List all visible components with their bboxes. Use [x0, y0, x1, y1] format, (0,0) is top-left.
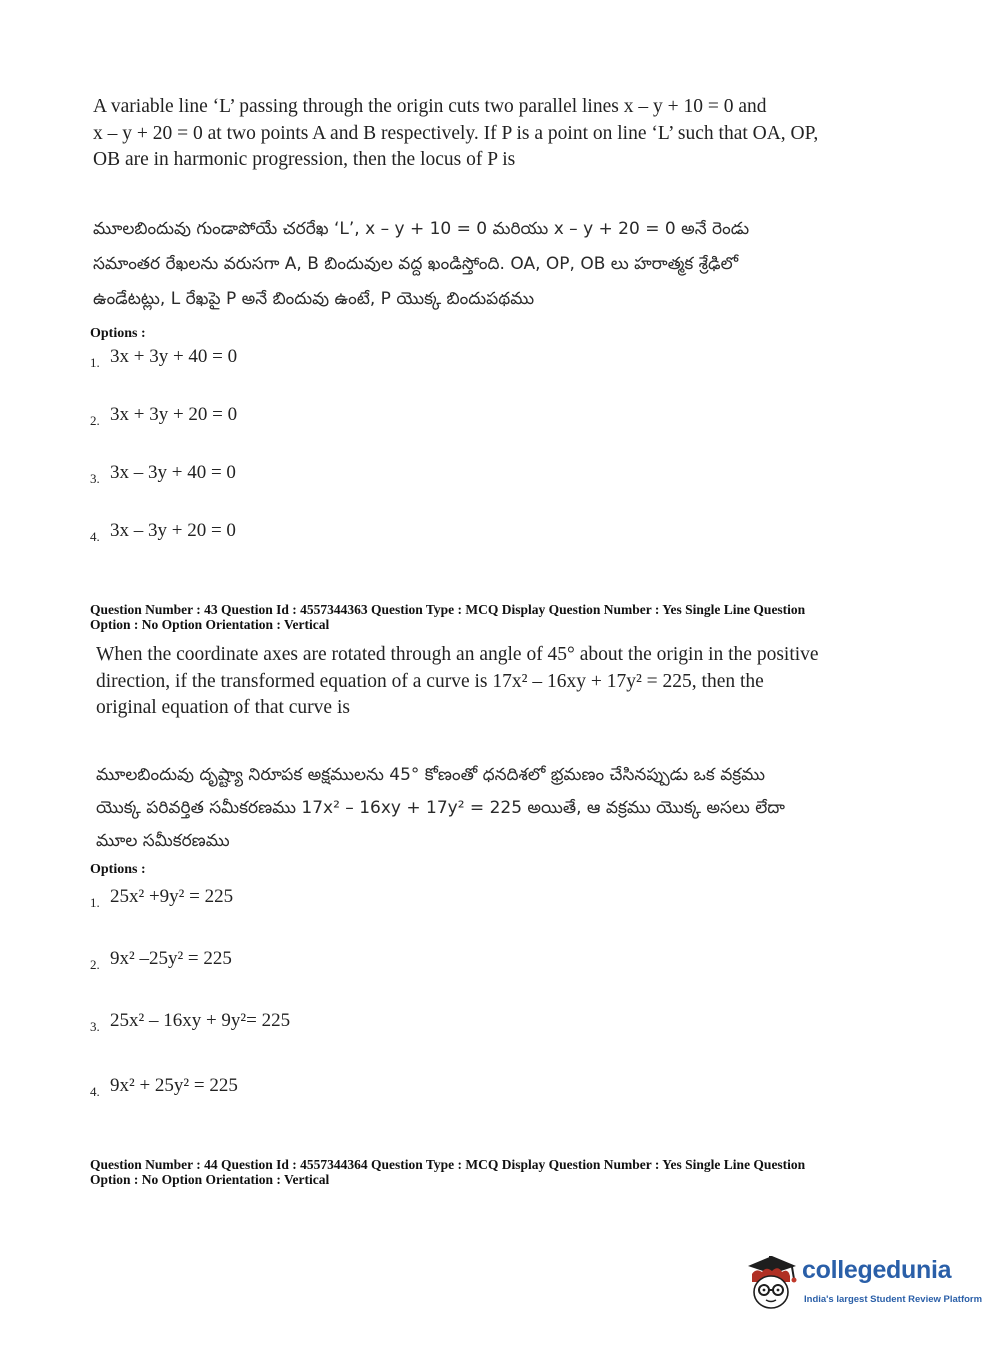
- option-text: 3x + 3y + 20 = 0: [110, 404, 238, 425]
- option-number: 3.: [90, 471, 100, 486]
- q43-telugu-line: యొక్క పరివర్తిత సమీకరణము 17x² – 16xy + 17y² = 225 అయితే, ఆ వక్రము యొక్క అసలు లేదా: [96, 798, 785, 818]
- option-text: 3x – 3y + 40 = 0: [110, 462, 236, 483]
- q44-meta: [90, 1157, 940, 1187]
- meta-line: Question Number : 44 Question Id : 4557344364 Question Type : MCQ Display Question Number : Yes Single Line Question: [90, 1157, 806, 1172]
- option-text: 9x² –25y² = 225: [110, 948, 232, 969]
- meta-line: Option : No Option Orientation : Vertical: [90, 1172, 330, 1187]
- option-number: 4.: [90, 1084, 100, 1099]
- q43-english-line: When the coordinate axes are rotated through an angle of 45° about the origin in the positive: [96, 644, 819, 665]
- q42-telugu-line: ఉండేటట్లు, L రేఖపై P అనే బిందువు ఉంటే, P యొక్క బిందుపథము: [93, 289, 535, 309]
- option-number: 2.: [90, 413, 100, 428]
- option-text: 25x² – 16xy + 9y²= 225: [110, 1010, 291, 1031]
- option-text: 9x² + 25y² = 225: [110, 1075, 238, 1096]
- q42-english-line: OB are in harmonic progression, then the locus of P is: [93, 149, 516, 170]
- q43-option-3[interactable]: [90, 1010, 290, 1032]
- q43-english-line: direction, if the transformed equation of a curve is 17x² – 16xy + 17y² = 225, then the: [96, 670, 764, 692]
- q42-english-line: x – y + 20 = 0 at two points A and B respectively. If P is a point on line ‘L’ such that OA, OP,: [93, 122, 819, 144]
- option-text: 25x² +9y² = 225: [110, 886, 234, 907]
- meta-line: Option : No Option Orientation : Vertical: [90, 617, 330, 632]
- q42-telugu-line: సమాంతర రేఖలను వరుసగా A, B బిందువుల వద్ద ఖండిస్తోంది. OA, OP, OB లు హరాత్మక శ్రేఢిలో: [93, 254, 739, 274]
- q42-telugu-line: మూలబిందువు గుండాపోయే చరరేఖ ‘L’, x – y + 10 = 0 మరియు x – y + 20 = 0 అనే రెండు: [93, 219, 750, 239]
- q43-telugu-text: [96, 759, 896, 858]
- q43-english-line: original equation of that curve is: [96, 697, 350, 718]
- q43-option-1[interactable]: [90, 886, 233, 908]
- q42-telugu-text: [93, 212, 893, 317]
- logo-wordmark: collegedunia: [802, 1256, 952, 1284]
- mascot-icon: [742, 1252, 800, 1314]
- q43-options-label: Options :: [90, 862, 146, 877]
- meta-line: Question Number : 43 Question Id : 4557344363 Question Type : MCQ Display Question Number : Yes Single Line Question: [90, 602, 806, 617]
- option-number: 3.: [90, 1019, 100, 1034]
- q43-telugu-line: మూలబిందువు దృష్ట్యా నిరూపక అక్షములను 45° కోణంతో ధనదిశలో భ్రమణం చేసినప్పుడు ఒక వక్రము: [96, 765, 766, 785]
- option-number: 4.: [90, 529, 100, 544]
- q42-option-2[interactable]: [90, 404, 237, 426]
- q42-options-label: Options :: [90, 326, 146, 341]
- q43-meta: [90, 602, 940, 632]
- q42-english-text: [93, 94, 893, 174]
- option-text: 3x + 3y + 40 = 0: [110, 346, 238, 367]
- q42-option-1[interactable]: [90, 346, 237, 368]
- q43-option-4[interactable]: [90, 1075, 238, 1097]
- q42-english-line: A variable line ‘L’ passing through the origin cuts two parallel lines x – y + 10 = 0 and: [93, 96, 767, 117]
- option-text: 3x – 3y + 20 = 0: [110, 520, 236, 541]
- q43-option-2[interactable]: [90, 948, 232, 970]
- q42-option-3[interactable]: [90, 462, 236, 484]
- option-number: 1.: [90, 895, 100, 910]
- collegedunia-logo: [742, 1250, 983, 1320]
- q42-option-4[interactable]: [90, 520, 236, 542]
- option-number: 1.: [90, 355, 100, 370]
- q43-english-text: [96, 642, 896, 722]
- q43-telugu-line: మూల సమీకరణము: [96, 831, 230, 851]
- logo-tagline: India's largest Student Review Platform: [804, 1294, 983, 1305]
- option-number: 2.: [90, 957, 100, 972]
